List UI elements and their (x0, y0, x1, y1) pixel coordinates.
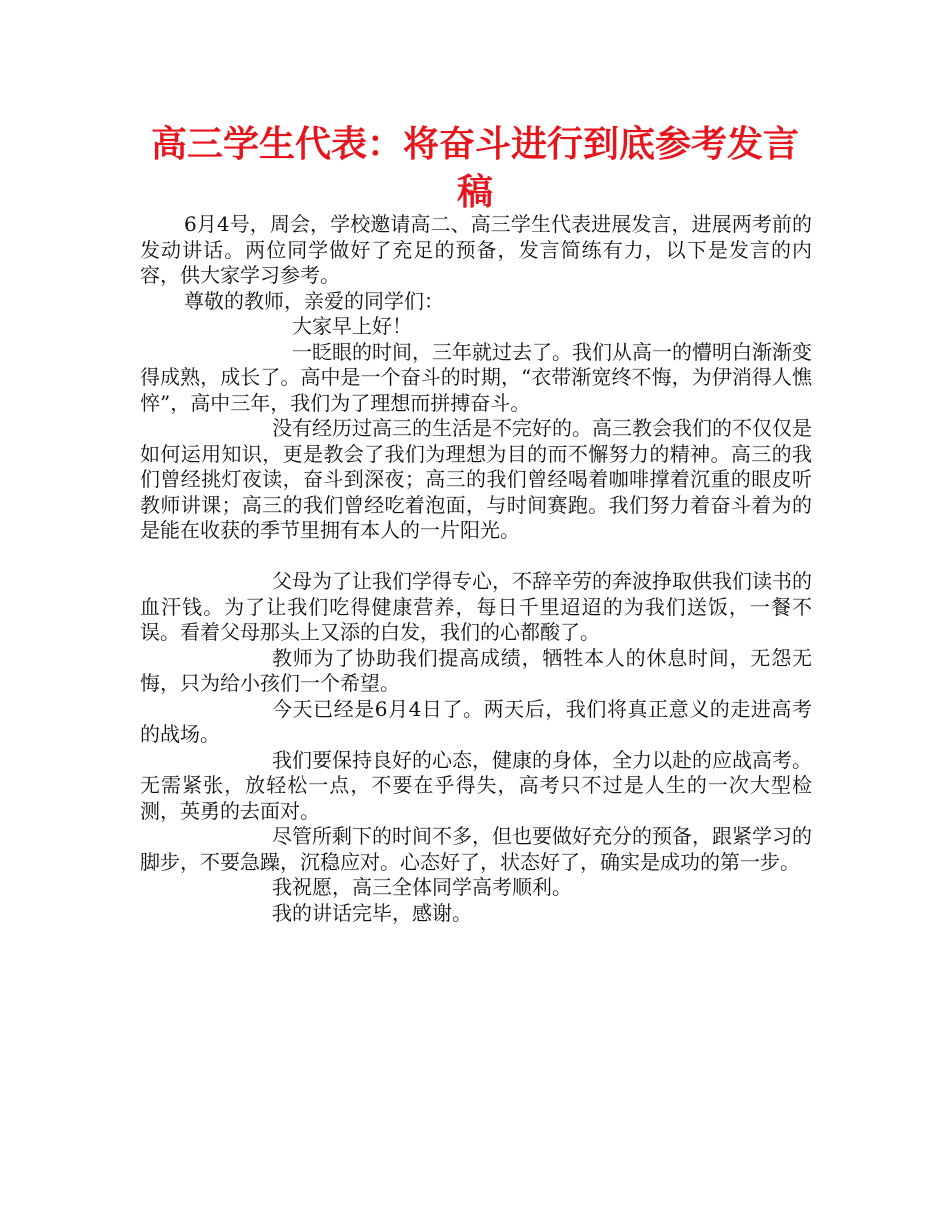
salutation: 尊敬的教师，亲爱的同学们： (184, 288, 444, 313)
paragraph: 尽管所剩下的时间不多，但也要做好充分的预备，跟紧学习的脚步，不要急躁，沉稳应对。心态好了，状态好了，确实是成功的第一步。 (140, 824, 812, 874)
paragraph-gap (140, 544, 812, 570)
document-body (140, 212, 812, 926)
paragraph: 我们要保持良好的心态，健康的身体，全力以赴的应战高考。无需紧张，放轻松一点，不要在乎得失，高考只不过是人生的一次大型检测，英勇的去面对。 (140, 747, 812, 823)
paragraph: 今天已经是6月4日了。两天后，我们将真正意义的走进高考的战场。 (140, 696, 812, 746)
paragraph: 一眨眼的时间，三年就过去了。我们从高一的懵明白渐渐变得成熟，成长了。高中是一个奋斗的时期，“衣带渐宽终不悔，为伊消得人憔悴”，高中三年，我们为了理想而拼搏奋斗。 (140, 339, 812, 415)
paragraph: 教师为了协助我们提高成绩，牺牲本人的休息时间，无怨无悔，只为给小孩们一个希望。 (140, 645, 812, 695)
paragraph: 父母为了让我们学得专心，不辞辛劳的奔波挣取供我们读书的血汗钱。为了让我们吃得健康营养，每日千里迢迢的为我们送饭，一餐不误。看着父母那头上又添的白发，我们的心都酸了。 (140, 569, 812, 644)
closing-paragraph: 我的讲话完毕，感谢。 (272, 900, 472, 925)
document-title: 高三学生代表：将奋斗进行到底参考发言稿 (150, 124, 799, 213)
paragraph: 没有经历过高三的生活是不完好的。高三教会我们的不仅仅是如何运用知识，更是教会了我们为理想为目的而不懈努力的精神。高三的我们曾经挑灯夜读，奋斗到深夜；高三的我们曾经喝着咖啡撑着沉重的眼皮听教师讲课；高三的我们曾经吃着泡面，与时间赛跑。我们努力着奋斗着为的是能在收获的季节里拥有本人的一片阳光。 (140, 416, 812, 542)
greeting: 大家早上好！ (292, 314, 412, 338)
paragraph: 我祝愿，高三全体同学高考顺利。 (272, 875, 572, 899)
intro-paragraph: 6月4号，周会，学校邀请高二、高三学生代表进展发言，进展两考前的发动讲话。两位同学做好了充足的预备，发言简练有力，以下是发言的内容，供大家学习参考。 (140, 212, 812, 287)
